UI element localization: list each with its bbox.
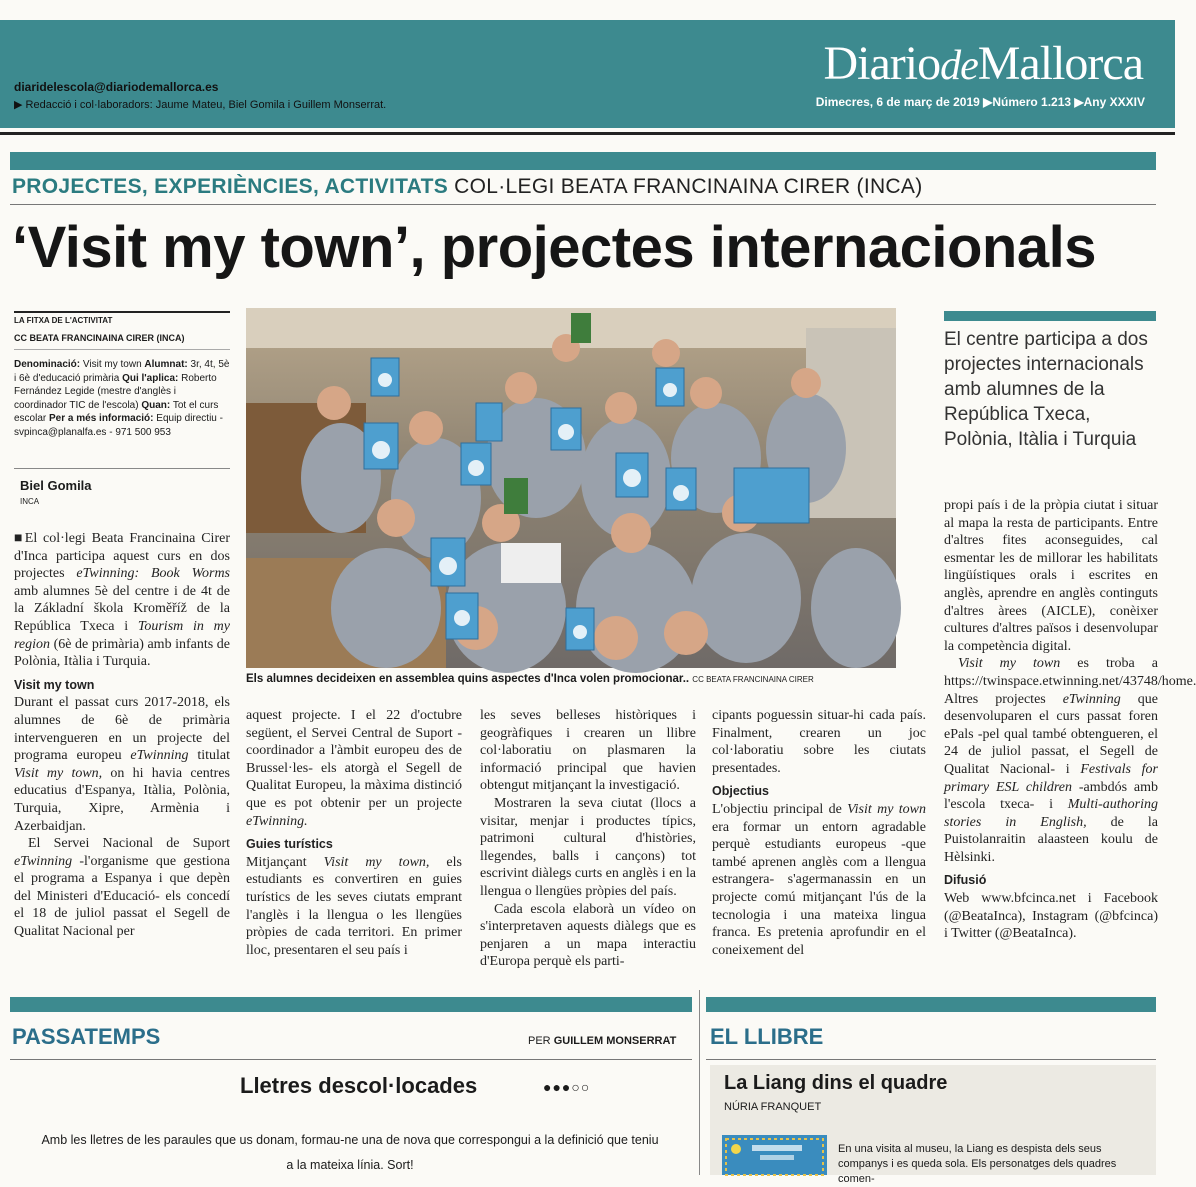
section-label: PROJECTES, EXPERIÈNCIES, ACTIVITATS COL·LEGI BEATA FRANCINAINA CIRER (INCA)	[12, 175, 923, 198]
llibre-band	[706, 997, 1156, 1012]
game-instructions: Amb les lletres de les paraules que us donam, formau-ne una de nova que correspongui a la definició que teniu a la mateixa línia. Sort!	[41, 1133, 659, 1172]
passatemps-heading: PASSATEMPS	[12, 1024, 161, 1049]
article-photo	[246, 308, 896, 668]
subheading-guies-turistics: Guies turístics	[246, 837, 333, 852]
difficulty-indicator: ●●●○○	[543, 1079, 591, 1095]
newspaper-logo: DiariodeMallorca	[823, 37, 1143, 90]
book-title: La Liang dins el quadre	[724, 1072, 948, 1094]
book-author: NÚRIA FRANQUET	[724, 1101, 822, 1113]
book-blurb: En una visita al museu, la Liang es despista dels seus companys i es queda sola. Els personatges dels quadres comen-	[838, 1143, 1117, 1185]
section-rule	[10, 204, 1156, 205]
bottom-divider	[699, 990, 700, 1175]
headline: ‘Visit my town’, projectes internacionals	[12, 215, 1096, 280]
masthead-credits: ▶ Redacció i col·laboradors: Jaume Mateu, Biel Gomila i Guillem Monserrat.	[14, 99, 387, 111]
byline-rule	[14, 468, 230, 469]
sidebar-band	[944, 311, 1156, 321]
photo-caption: Els alumnes decideixen en assemblea quins aspectes d'Inca volen promocionar.. CC BEATA FRANCINAINA CIRER	[246, 673, 814, 685]
section-band	[10, 152, 1156, 170]
game-title: Lletres descol·locades	[240, 1073, 478, 1098]
book-cover-image	[722, 1135, 827, 1175]
passatemps-band	[10, 997, 692, 1012]
byline-author: Biel Gomila	[20, 478, 92, 493]
subheading-objectius: Objectius	[712, 784, 769, 799]
book-cover-art	[722, 1135, 827, 1175]
article-column-3: les seves belleses històriques i geogràfiques i crearen un llibre col·laboratiu on plasmaren la informació principal que havien obtengut mitjançant la investigació. Mostraren la seva ciutat (llocs a visitar, menjar i productes típics, patrimoni cultural d'històries, llegendes, balls i cançons) tot escrivint diàlegs curts en anglès i en la llengua o llengües pròpies del país. Cada escola elaborà un vídeo on s'interpretaven aquests diàlegs que es penjaren a un mapa interactiu d'Europa perquè els parti-	[480, 708, 696, 970]
subheading-visit-my-town: Visit my town	[14, 677, 95, 692]
fact-box-body: Denominació: Visit my town Alumnat: 3r, 4t, 5è i 6è d'educació primària Qui l'aplica: Roberto Fernández Legide (mestre d'anglès i coordinador TIC de l'escola) Quan: Tot el curs escolar Per a més informació: Equip directiu - svpinca@planalfa.es - 971 500 953	[14, 359, 230, 438]
sidebar-pull-quote: El centre participa a dos projectes internacionals amb alumnes de la República Txeca, Polònia, Itàlia i Turquia	[944, 329, 1148, 450]
llibre-heading: EL LLIBRE	[710, 1024, 824, 1049]
children-photo-illustration	[246, 308, 896, 668]
passatemps-rule	[10, 1059, 692, 1060]
masthead-email: diaridelescola@diariodemallorca.es	[14, 80, 219, 94]
issue-date-line: Dimecres, 6 de març de 2019 ▶Número 1.213 ▶Any XXXIV	[815, 95, 1145, 109]
passatemps-author: PER GUILLEM MONSERRAT	[528, 1035, 677, 1047]
article-column-4: cipants poguessin situar-hi cada país. Finalment, crearen un joc col·laboratiu sobre les ciutats presentades. Objectius L'objectiu principal de Visit my town era formar un entorn agradable perquè estudiants europeus -que també aprenen anglès com a llengua estrangera- s'agermanassin en un projecte comú mitjançant l'ús de la tecnologia i una mateixa lingua franca. Es pretenia aprofundir en el coneixement del	[712, 708, 926, 958]
subheading-difusio: Difusió	[944, 873, 987, 888]
fact-box-header: LA FITXA DE L'ACTIVITAT	[14, 311, 230, 325]
fact-box-school: CC BEATA FRANCINAINA CIRER (INCA)	[14, 333, 230, 350]
section-school: COL·LEGI BEATA FRANCINAINA CIRER (INCA)	[454, 175, 923, 198]
byline-place: INCA	[20, 497, 40, 506]
article-column-1: ■El col·legi Beata Francinaina Cirer d'Inca participa aquest curs en dos projectes eTwinning: Book Worms amb alumnes 5è del centre i de 4t de la Základní škola Kroměříž de la República Txeca i Tourism in my region (6è de primària) amb infants de Polònia, Itàlia i Turquia. Visit my town Durant el passat curs 2017-2018, els alumnes de 6è de primària intervengueren en un projecte del programa europeu eTwinning titulat Visit my town, on hi havia centres educatius d'Espanya, Itàlia, Polònia, Turquia, Xipre, Armènia i Azerbaidjan. El Servei Nacional de Suport eTwinning -l'organisme que gestiona el programa a Espanya i que depèn del Ministeri d'Educació- els concedí el 18 de juliol passat el Segell de Qualitat Nacional per	[14, 531, 231, 940]
article-column-2: aquest projecte. I el 22 d'octubre següent, el Servei Central de Suport -coordinador a l'àmbit europeu des de Brussel·les- els atorgà el Segell de Qualitat Europeu, la màxima distinció que es pot obtenir per un projecte eTwinning. Guies turístics Mitjançant Visit my town, els estudiants es convertiren en guies turístics de les seves ciutats emprant l'anglès i la llengua o les llengües pròpies de cada territori. En primer lloc, presentaren el seu país i	[246, 708, 462, 958]
masthead-rule	[0, 132, 1175, 135]
photo-credit: CC BEATA FRANCINAINA CIRER	[692, 675, 814, 684]
article-column-5: propi país i de la pròpia ciutat i situar al mapa la resta de participants. Entre d'altres fites aconseguides, cal esmentar les de millorar les habilitats lingüístiques orals i escrites en anglès, aprendre en anglès continguts d'altres àrees (AICLE), conèixer cultures d'altres països i desenvolupar la competència digital. Visit my town es troba a https://twinspace.etwinning.net/43748/home. Altres projectes eTwinning que desenvoluparen el curs passat foren ePals -pel qual també obtengueren, el 24 de juliol passat, el Segell de Qualitat Nacional- i Festivals for primary ESL children -ambdós amb l'escola txeca- i Multi-authoring stories in English, de la Puistolanraitin alaasteen koulu de Hèlsinki. Difusió Web www.bfcinca.net i Facebook (@BeataInca), Instagram (@bfcinca) i Twitter (@BeataInca).	[944, 498, 1196, 942]
llibre-rule	[706, 1059, 1156, 1060]
